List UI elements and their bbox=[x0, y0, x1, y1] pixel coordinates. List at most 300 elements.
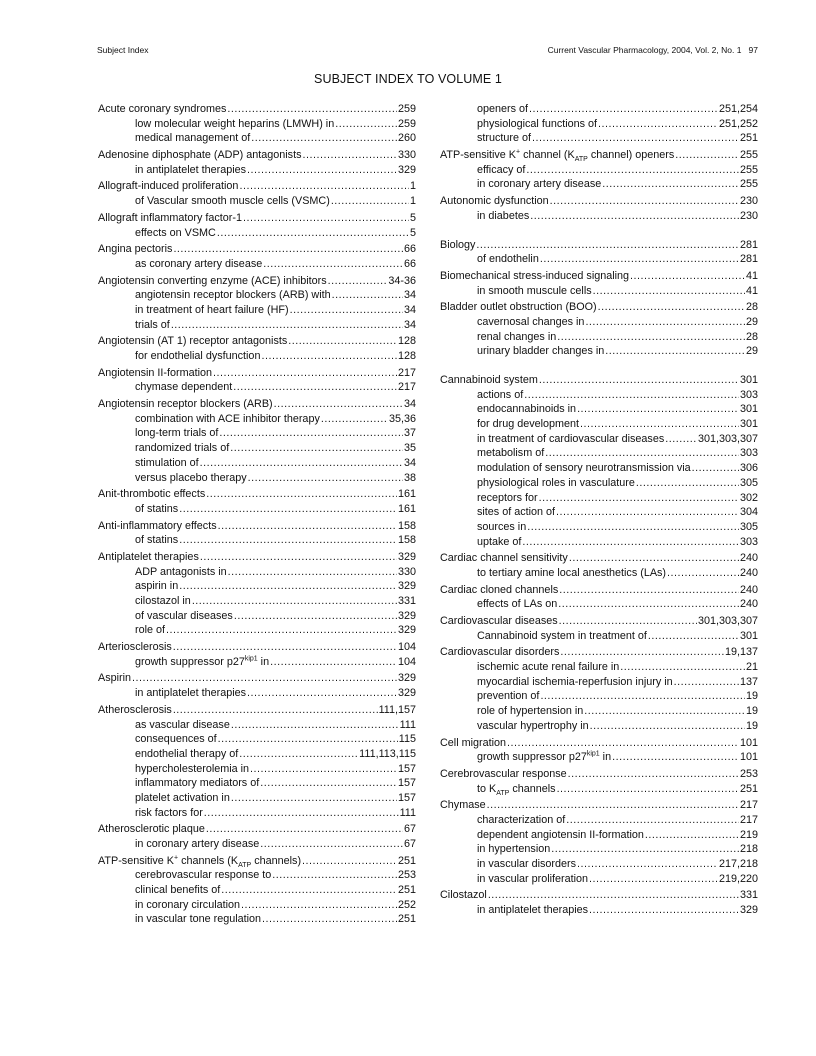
page-numbers: 281 bbox=[739, 253, 758, 266]
index-subentry bbox=[98, 912, 416, 927]
dot-leader bbox=[192, 594, 397, 609]
dot-leader bbox=[335, 117, 397, 132]
index-subentry bbox=[98, 533, 416, 548]
index-subentry bbox=[440, 252, 758, 267]
subentry-term: randomized trials of bbox=[135, 442, 230, 455]
dot-leader bbox=[550, 194, 739, 209]
page-numbers: 329 bbox=[397, 550, 416, 563]
page-numbers: 240 bbox=[739, 566, 758, 579]
index-entry bbox=[440, 798, 758, 886]
subentry-term: in coronary circulation bbox=[135, 898, 241, 911]
index-subentry bbox=[98, 303, 416, 318]
index-entry bbox=[98, 211, 416, 240]
page-numbers: 251 bbox=[397, 884, 416, 897]
subentry-term: openers of bbox=[477, 103, 529, 115]
index-entry bbox=[98, 550, 416, 638]
page-numbers: 329 bbox=[397, 687, 416, 700]
page-numbers: 251 bbox=[397, 913, 416, 926]
index-main-line bbox=[440, 551, 758, 566]
page-numbers: 217,218 bbox=[718, 858, 758, 870]
page-numbers: 219,220 bbox=[718, 872, 758, 885]
page-numbers: 104 bbox=[397, 641, 416, 654]
dot-leader bbox=[250, 762, 397, 777]
index-main-line bbox=[440, 798, 758, 813]
subentry-term: in diabetes bbox=[477, 209, 530, 222]
index-subentry bbox=[98, 762, 416, 777]
index-subentry bbox=[440, 402, 758, 417]
index-subentry bbox=[98, 471, 416, 486]
index-subentry bbox=[440, 209, 758, 224]
dot-leader bbox=[213, 366, 397, 381]
index-subentry bbox=[440, 117, 758, 132]
index-subentry bbox=[440, 417, 758, 432]
subentry-term: actions of bbox=[477, 388, 524, 401]
page-numbers: 101 bbox=[739, 736, 758, 749]
dot-leader bbox=[602, 177, 739, 192]
index-main-line bbox=[98, 366, 416, 381]
index-main-line bbox=[98, 550, 416, 565]
entry-term: Cerebrovascular response bbox=[440, 767, 567, 780]
page-numbers: 329 bbox=[397, 163, 416, 176]
dot-leader bbox=[221, 883, 397, 898]
subentry-term: consequences of bbox=[135, 733, 217, 746]
dot-leader bbox=[173, 640, 397, 655]
subentry-term: role of bbox=[135, 624, 166, 637]
index-entry bbox=[440, 269, 758, 298]
dot-leader bbox=[559, 583, 739, 598]
page-numbers: 219 bbox=[739, 828, 758, 841]
dot-leader bbox=[328, 274, 388, 289]
dot-leader bbox=[507, 736, 739, 751]
dot-leader bbox=[270, 655, 397, 670]
page-numbers: 19 bbox=[745, 705, 758, 718]
index-main-line bbox=[440, 148, 758, 163]
subentry-term: risk factors for bbox=[135, 806, 203, 819]
subentry-term: of statins bbox=[135, 502, 179, 515]
subentry-term: physiological roles in vasculature bbox=[477, 476, 635, 489]
dot-leader bbox=[648, 629, 739, 644]
dot-leader bbox=[488, 888, 739, 903]
subentry-term: of statins bbox=[135, 534, 179, 547]
page-numbers: 158 bbox=[397, 534, 416, 547]
index-subentry bbox=[98, 318, 416, 333]
page-numbers: 111,113,115 bbox=[359, 747, 416, 760]
index-subentry bbox=[440, 461, 758, 476]
dot-leader bbox=[247, 163, 397, 178]
page-numbers: 303 bbox=[739, 388, 758, 401]
subentry-term: ADP antagonists in bbox=[135, 565, 227, 578]
subentry-term: in coronary artery disease bbox=[135, 838, 260, 850]
entry-term: Chymase bbox=[440, 799, 486, 812]
subentry-term: in vascular tone regulation bbox=[135, 913, 262, 926]
index-entry bbox=[440, 583, 758, 612]
index-main-line bbox=[98, 148, 416, 163]
dot-leader bbox=[569, 551, 739, 566]
index-subentry bbox=[440, 284, 758, 299]
dot-leader bbox=[665, 432, 697, 447]
dot-leader bbox=[288, 334, 397, 349]
index-entry bbox=[98, 148, 416, 177]
index-subentry bbox=[98, 898, 416, 913]
dot-leader bbox=[568, 767, 739, 782]
index-main-line bbox=[98, 671, 416, 686]
index-main-line bbox=[440, 614, 758, 629]
dot-leader bbox=[218, 519, 397, 534]
subentry-term: of endothelin bbox=[477, 253, 539, 266]
dot-leader bbox=[247, 686, 397, 701]
dot-leader bbox=[577, 857, 718, 872]
subentry-term: stimulation of bbox=[135, 456, 199, 469]
page-numbers: 230 bbox=[739, 209, 758, 222]
page-numbers: 137 bbox=[739, 675, 758, 688]
subentry-term: in vascular disorders bbox=[477, 858, 577, 870]
subentry-term: in treatment of cardiovascular diseases bbox=[477, 432, 665, 445]
page-numbers: 255 bbox=[739, 149, 758, 162]
page-numbers: 230 bbox=[739, 195, 758, 208]
subentry-term: sources in bbox=[477, 520, 527, 533]
index-main-line bbox=[98, 397, 416, 412]
subentry-term: trials of bbox=[135, 318, 170, 331]
subentry-term: angiotensin receptor blockers (ARB) with bbox=[135, 289, 331, 302]
index-subentry bbox=[98, 806, 416, 821]
running-header-right: Current Vascular Pharmacology, 2004, Vol. 2, No. 1 97 bbox=[547, 45, 758, 55]
page-numbers: 35,36 bbox=[388, 412, 416, 425]
index-entry bbox=[98, 703, 416, 821]
index-subentry bbox=[98, 412, 416, 427]
index-entry bbox=[98, 366, 416, 395]
page-numbers: 28 bbox=[745, 301, 758, 314]
index-subentry bbox=[440, 704, 758, 719]
index-subentry bbox=[98, 609, 416, 624]
index-subentry bbox=[98, 623, 416, 638]
index-subentry bbox=[440, 102, 758, 117]
index-main-line bbox=[98, 334, 416, 349]
page-numbers: 252 bbox=[397, 898, 416, 911]
dot-leader bbox=[171, 318, 403, 333]
page-numbers: 301,303,307 bbox=[697, 432, 758, 445]
index-entry bbox=[98, 179, 416, 208]
dot-leader bbox=[529, 102, 718, 117]
index-main-line bbox=[440, 238, 758, 253]
page-numbers: 330 bbox=[397, 149, 416, 162]
index-subentry bbox=[440, 177, 758, 192]
page-numbers: 304 bbox=[739, 506, 758, 519]
page-numbers: 158 bbox=[397, 519, 416, 532]
dot-leader bbox=[540, 689, 745, 704]
dot-leader bbox=[540, 252, 739, 267]
page-numbers: 35 bbox=[403, 442, 416, 455]
page-numbers: 115 bbox=[398, 733, 416, 746]
index-subentry bbox=[440, 344, 758, 359]
index-subentry bbox=[440, 857, 758, 872]
dot-leader bbox=[522, 535, 739, 550]
subentry-term: chymase dependent bbox=[135, 381, 233, 394]
dot-leader bbox=[241, 898, 397, 913]
page-numbers: 260 bbox=[397, 132, 416, 145]
subentry-term: renal changes in bbox=[477, 330, 557, 343]
dot-leader bbox=[206, 487, 397, 502]
dot-leader bbox=[539, 491, 739, 506]
subentry-term: cavernosal changes in bbox=[477, 315, 585, 328]
subentry-term: receptors for bbox=[477, 491, 538, 504]
page-numbers: 34 bbox=[403, 398, 416, 411]
page-numbers: 5 bbox=[409, 211, 416, 224]
subentry-term: to $K_{ATP}$ channels bbox=[477, 782, 556, 797]
index-entry bbox=[440, 373, 758, 549]
entry-term: Cardiovascular diseases bbox=[440, 615, 558, 627]
dot-leader bbox=[243, 211, 409, 226]
dot-leader bbox=[200, 550, 397, 565]
page-numbers: 34 bbox=[403, 456, 416, 469]
index-subentry bbox=[440, 432, 758, 447]
index-subentry bbox=[98, 131, 416, 146]
dot-leader bbox=[231, 791, 397, 806]
subentry-term: growth suppressor $p27^{kip1}$ in bbox=[477, 750, 612, 764]
dot-leader bbox=[559, 614, 697, 629]
dot-leader bbox=[539, 373, 739, 388]
index-main-line bbox=[440, 736, 758, 751]
subentry-term: in smooth muscule cells bbox=[477, 284, 592, 297]
page-numbers: 301 bbox=[739, 403, 758, 416]
dot-leader bbox=[321, 412, 388, 427]
entry-term: Atherosclerotic plaque bbox=[98, 823, 205, 836]
entry-term: Bladder outlet obstruction (BOO) bbox=[440, 301, 597, 314]
page-numbers: 259 bbox=[397, 117, 416, 130]
subentry-term: efficacy of bbox=[477, 163, 526, 176]
page-numbers: 329 bbox=[397, 609, 416, 622]
page-numbers: 21 bbox=[745, 661, 758, 674]
dot-leader bbox=[200, 456, 403, 471]
index-main-line bbox=[98, 822, 416, 837]
subentry-term: clinical benefits of bbox=[135, 884, 221, 897]
entry-term: Adenosine diphosphate (ADP) antagonists bbox=[98, 149, 302, 162]
entry-term: Cardiac channel sensitivity bbox=[440, 552, 568, 565]
page-numbers: 301 bbox=[739, 629, 758, 642]
dot-leader bbox=[589, 903, 739, 918]
subentry-term: endocannabinoids in bbox=[477, 403, 577, 416]
subentry-term: of Vascular smooth muscle cells (VSMC) bbox=[135, 195, 330, 208]
page-numbers: 240 bbox=[739, 552, 758, 565]
entry-term: Angiotensin II-formation bbox=[98, 366, 213, 379]
index-main-line bbox=[98, 703, 416, 718]
page-numbers: 41 bbox=[745, 284, 758, 297]
index-column-right bbox=[440, 102, 758, 920]
dot-leader bbox=[620, 660, 745, 675]
dot-leader bbox=[630, 269, 745, 284]
page-numbers: 251 bbox=[739, 132, 758, 145]
page-numbers: 259 bbox=[397, 103, 416, 115]
index-entry bbox=[440, 102, 758, 146]
page-numbers: 37 bbox=[403, 427, 416, 440]
entry-term: Cilostazol bbox=[440, 889, 487, 902]
subentry-term: as vascular disease bbox=[135, 718, 230, 731]
subentry-term: in vascular proliferation bbox=[477, 872, 589, 885]
dot-leader bbox=[166, 623, 397, 638]
dot-leader bbox=[645, 828, 739, 843]
page-numbers: 217 bbox=[739, 813, 758, 826]
page-title: SUBJECT INDEX TO VOLUME 1 bbox=[314, 72, 502, 86]
entry-term: Acute coronary syndromes bbox=[98, 103, 227, 115]
entry-term: Atherosclerosis bbox=[98, 703, 172, 716]
dot-leader bbox=[179, 502, 397, 517]
page-numbers: 331 bbox=[739, 889, 758, 902]
page-numbers: 281 bbox=[739, 238, 758, 251]
entry-term: Allograft inflammatory factor-1 bbox=[98, 211, 243, 224]
index-entry bbox=[440, 238, 758, 267]
page-numbers: 111,157 bbox=[378, 703, 416, 716]
entry-term: Biomechanical stress-induced signaling bbox=[440, 269, 630, 282]
page-numbers: 34 bbox=[403, 318, 416, 331]
dot-leader bbox=[589, 872, 718, 887]
entry-term: Arteriosclerosis bbox=[98, 641, 172, 654]
entry-term: ATP-sensitive K+ channels ($K_{ATP}$ channels) bbox=[98, 854, 302, 869]
index-entry bbox=[440, 614, 758, 643]
index-subentry bbox=[98, 883, 416, 898]
dot-leader bbox=[545, 446, 739, 461]
dot-leader bbox=[577, 402, 739, 417]
index-subentry bbox=[98, 718, 416, 733]
dot-leader bbox=[593, 284, 745, 299]
dot-leader bbox=[231, 718, 399, 733]
subentry-term: prevention of bbox=[477, 690, 540, 703]
page-numbers: 128 bbox=[397, 335, 416, 348]
page-numbers: 28 bbox=[745, 330, 758, 343]
entry-term: Antiplatelet therapies bbox=[98, 550, 199, 563]
subentry-term: dependent angiotensin II-formation bbox=[477, 828, 644, 841]
index-subentry bbox=[440, 719, 758, 734]
page-numbers: 38 bbox=[403, 471, 416, 484]
index-subentry bbox=[98, 791, 416, 806]
index-subentry bbox=[98, 163, 416, 178]
subentry-term: cerebrovascular response to bbox=[135, 869, 272, 882]
index-subentry bbox=[98, 837, 416, 852]
index-main-line bbox=[440, 194, 758, 209]
index-subentry bbox=[440, 750, 758, 765]
dot-leader bbox=[532, 131, 739, 146]
page-numbers: 1 bbox=[409, 195, 416, 208]
page-numbers: 251,254 bbox=[718, 103, 758, 115]
index-subentry bbox=[98, 655, 416, 670]
page-numbers: 240 bbox=[739, 598, 758, 611]
dot-leader bbox=[302, 854, 397, 869]
index-subentry bbox=[98, 594, 416, 609]
entry-term: ATP-sensitive K+ channel ($K_{ATP}$ channel) openers bbox=[440, 148, 675, 164]
page-numbers: 128 bbox=[397, 350, 416, 362]
subentry-term: low molecular weight heparins (LMWH) in bbox=[135, 117, 335, 130]
entry-term: Angiotensin (AT 1) receptor antagonists bbox=[98, 335, 288, 348]
index-entry bbox=[98, 397, 416, 485]
index-main-line bbox=[98, 179, 416, 194]
dot-leader bbox=[228, 565, 397, 580]
subentry-term: long-term trials of bbox=[135, 427, 219, 440]
dot-leader bbox=[557, 330, 745, 345]
dot-leader bbox=[476, 238, 739, 253]
index-subentry bbox=[98, 426, 416, 441]
subentry-term: inflammatory mediators of bbox=[135, 777, 260, 790]
index-subentry bbox=[98, 732, 416, 747]
index-main-line bbox=[98, 640, 416, 655]
index-main-line bbox=[440, 373, 758, 388]
running-header bbox=[97, 45, 758, 59]
page-numbers: 303 bbox=[739, 535, 758, 548]
entry-term: Angiotensin receptor blockers (ARB) bbox=[98, 398, 273, 411]
subentry-term: aspirin in bbox=[135, 580, 179, 593]
subentry-term: myocardial ischemia-reperfusion injury in bbox=[477, 675, 673, 688]
subentry-term: in hypertension bbox=[477, 843, 551, 856]
index-entry bbox=[98, 487, 416, 516]
subentry-term: uptake of bbox=[477, 535, 522, 548]
index-subentry bbox=[440, 813, 758, 828]
index-subentry bbox=[440, 629, 758, 644]
page-numbers: 67 bbox=[403, 838, 416, 850]
entry-term: Cardiovascular disorders bbox=[440, 646, 560, 659]
dot-leader bbox=[585, 315, 745, 330]
subentry-term: hypercholesterolemia in bbox=[135, 762, 250, 775]
index-main-line bbox=[440, 583, 758, 598]
index-subentry bbox=[98, 349, 416, 364]
index-entry bbox=[440, 767, 758, 796]
subentry-term: urinary bladder changes in bbox=[477, 345, 605, 358]
dot-leader bbox=[239, 179, 409, 194]
dot-leader bbox=[217, 226, 409, 241]
subentry-term: physiological functions of bbox=[477, 117, 598, 130]
index-main-line bbox=[98, 242, 416, 257]
dot-leader bbox=[556, 505, 739, 520]
page-numbers: 1 bbox=[409, 180, 416, 193]
page-numbers: 104 bbox=[397, 655, 416, 668]
page-numbers: 306 bbox=[739, 462, 758, 475]
index-entry bbox=[440, 888, 758, 917]
index-entry bbox=[440, 194, 758, 223]
index-subentry bbox=[98, 441, 416, 456]
dot-leader bbox=[557, 782, 739, 797]
index-subentry bbox=[440, 660, 758, 675]
page-numbers: 255 bbox=[739, 178, 758, 191]
entry-term: Anit-thrombotic effects bbox=[98, 488, 206, 501]
dot-leader bbox=[260, 837, 403, 852]
index-subentry bbox=[440, 330, 758, 345]
index-main-line bbox=[98, 854, 416, 869]
page-numbers: 19 bbox=[745, 690, 758, 703]
dot-leader bbox=[612, 750, 739, 765]
page-numbers: 101 bbox=[739, 751, 758, 764]
index-subentry bbox=[98, 565, 416, 580]
index-subentry bbox=[440, 505, 758, 520]
page-numbers: 34 bbox=[403, 289, 416, 302]
dot-leader bbox=[204, 806, 399, 821]
page-numbers: 19,137 bbox=[724, 646, 758, 659]
dot-leader bbox=[530, 209, 739, 224]
dot-leader bbox=[219, 426, 403, 441]
page-numbers: 329 bbox=[739, 904, 758, 917]
index-entry bbox=[98, 854, 416, 927]
page-numbers: 29 bbox=[745, 345, 758, 358]
dot-leader bbox=[227, 102, 397, 117]
page-numbers: 329 bbox=[397, 624, 416, 637]
index-subentry bbox=[98, 456, 416, 471]
index-entry bbox=[98, 102, 416, 146]
subentry-term: characterization of bbox=[477, 813, 566, 826]
dot-leader bbox=[527, 520, 739, 535]
subentry-term: modulation of sensory neurotransmission via bbox=[477, 462, 691, 475]
dot-leader bbox=[173, 703, 378, 718]
dot-leader bbox=[584, 704, 745, 719]
page-numbers: 66 bbox=[403, 257, 416, 270]
subentry-term: role of hypertension in bbox=[477, 705, 584, 718]
index-main-line bbox=[440, 269, 758, 284]
dot-leader bbox=[230, 441, 403, 456]
entry-term: Cannabinoid system bbox=[440, 374, 538, 386]
